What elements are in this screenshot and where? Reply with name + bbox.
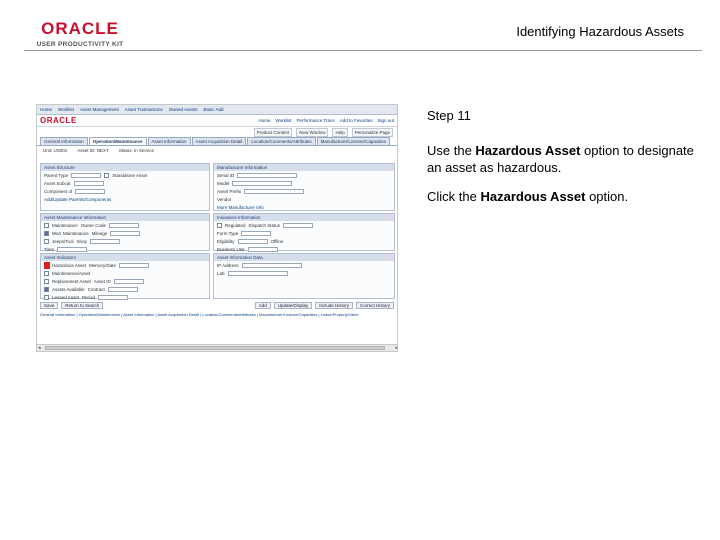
field-label: Contract [87, 286, 105, 292]
field-label: Regulated [225, 222, 246, 228]
button-bar [40, 301, 394, 310]
breadcrumb-item[interactable]: Worklist [58, 107, 74, 112]
checkbox[interactable] [44, 295, 49, 300]
checkbox[interactable] [44, 223, 49, 228]
tab-location[interactable]: Location/Comments/Attributes [247, 137, 315, 145]
horizontal-scrollbar[interactable] [37, 344, 398, 351]
asset-id-row [37, 146, 397, 155]
breadcrumb-item[interactable]: Home [40, 107, 53, 112]
asset-id-value: Asset ID: NEXT [77, 148, 109, 153]
field-label: Shop [76, 238, 88, 244]
tab-asset-acquisition[interactable]: Asset Acquisition Detail [192, 137, 247, 145]
field-label: Asset Prefix [217, 188, 242, 194]
action-text [427, 188, 697, 205]
status-value: Status: In Service [118, 148, 155, 153]
field-label: Model [217, 180, 230, 186]
field-row [214, 229, 394, 237]
field-row [41, 261, 209, 269]
field-label: Eligibility [217, 238, 235, 244]
field-label: Component of [44, 188, 73, 194]
field-label: Warr Maintenance [52, 230, 89, 236]
app-brand: ORACLE [40, 116, 77, 125]
tab-manufacturer[interactable]: Manufacturer/License/Capacities [317, 137, 391, 145]
field-label: Jeeps/Tool [52, 238, 74, 244]
hazardous-asset-highlight[interactable] [44, 262, 50, 269]
application-screenshot [36, 104, 398, 352]
update-display-button[interactable]: Update/Display [274, 302, 313, 309]
text-part: option to designate an asset as hazardous. [427, 143, 694, 175]
text-input[interactable] [74, 181, 104, 186]
text-part: Use the [427, 143, 476, 158]
field-row [41, 187, 209, 195]
page-links [37, 127, 397, 137]
text-input[interactable] [241, 231, 271, 236]
header-links [259, 118, 394, 123]
field-row [41, 229, 209, 237]
field-label: Maintenance [52, 222, 78, 228]
breadcrumb-item[interactable]: Owned Assets [168, 107, 198, 112]
group-asset-indicators [40, 253, 210, 299]
field-label: Assets Available [52, 286, 85, 292]
breadcrumb [37, 105, 397, 115]
field-row [214, 195, 394, 203]
text-input[interactable] [71, 173, 101, 178]
scroll-left-icon[interactable]: ◂ [38, 345, 41, 351]
text-input[interactable] [98, 295, 128, 300]
field-row [214, 245, 394, 253]
group-header: Asset Information Data [214, 254, 394, 261]
text-input[interactable] [232, 181, 292, 186]
field-label: Business Unit [217, 246, 245, 252]
tab-general-information[interactable]: General Information [40, 137, 88, 145]
group-header: Asset Maintenance Information [41, 214, 209, 221]
option-name: Hazardous Asset [475, 143, 581, 158]
field-row [41, 237, 209, 245]
group-header: Asset Structure [41, 164, 209, 171]
checkbox[interactable] [217, 223, 222, 228]
text-input[interactable] [119, 263, 149, 268]
field-label: Owner Code [80, 222, 107, 228]
text-input[interactable] [237, 173, 297, 178]
field-label: Offline [270, 238, 284, 244]
text-part: Click the [427, 189, 481, 204]
field-label: Dispatch Status [248, 222, 281, 228]
field-row [214, 237, 394, 245]
save-button[interactable]: Save [40, 302, 58, 309]
include-history-button[interactable]: Include History [315, 302, 353, 309]
checkbox[interactable] [44, 239, 49, 244]
field-label: Maintenance/Asset [52, 270, 91, 276]
field-row [41, 171, 209, 179]
instruction-text [427, 142, 697, 176]
field-label: Parent Type [44, 172, 69, 178]
text-input[interactable] [242, 263, 302, 268]
field-row [214, 269, 394, 277]
field-row [214, 187, 394, 195]
scroll-right-icon[interactable]: ▸ [395, 345, 398, 351]
field-label: Vendor [217, 196, 232, 202]
standalone-asset-checkbox[interactable] [104, 173, 109, 178]
scrollbar-thumb[interactable] [45, 346, 385, 350]
page-link[interactable]: Help [332, 128, 347, 137]
correct-history-button[interactable]: Correct History [356, 302, 394, 309]
header-divider [24, 50, 702, 51]
text-input[interactable] [283, 223, 313, 228]
manufacturer-link[interactable]: More Manufacturer Info [217, 204, 264, 210]
checkbox[interactable] [44, 231, 49, 236]
logo-word: ORACLE [41, 19, 119, 38]
header-link[interactable]: Sign out [377, 118, 394, 123]
group-header: Manufacturer Information [214, 164, 394, 171]
text-input[interactable] [90, 239, 120, 244]
page-link[interactable]: New Window [296, 128, 328, 137]
tab-asset-information[interactable]: Asset Information [148, 137, 191, 145]
return-to-search-button[interactable]: Return to Search [61, 302, 103, 309]
text-input[interactable] [114, 279, 144, 284]
checkbox[interactable] [44, 287, 49, 292]
step-number: Step 11 [427, 108, 471, 123]
parents-link[interactable]: Add/Update Parents/Components [44, 196, 112, 202]
group-header: Asset Indicators [41, 254, 209, 261]
field-label: Serial ID [217, 172, 235, 178]
field-row [41, 245, 209, 253]
document-title: Identifying Hazardous Assets [516, 24, 684, 39]
field-row [214, 171, 394, 179]
header-link[interactable]: Worklist [275, 118, 292, 123]
text-input[interactable] [248, 247, 278, 252]
text-input[interactable] [75, 189, 105, 194]
text-input[interactable] [238, 239, 268, 244]
tab-operation-maintenance[interactable]: Operation/Maintenance [89, 137, 147, 145]
field-row [214, 179, 394, 187]
field-label: Form Type [217, 230, 239, 236]
field-label: Asset Subcat [44, 180, 71, 186]
app-banner [37, 115, 397, 127]
text-input[interactable] [228, 271, 288, 276]
field-row [41, 285, 209, 293]
footer-page-links[interactable]: General Information | Operation/Maintenance | Asset Information | Asset Acquisition Detail | Location/Comments/Attributes | Manufacturer/License/Capacities | Lease/Property/Other [40, 312, 359, 317]
text-input[interactable] [57, 247, 87, 252]
page-tabs [37, 137, 397, 146]
breadcrumb-item[interactable]: Basic Add [203, 107, 224, 112]
field-row [41, 179, 209, 187]
field-row [41, 269, 209, 277]
unit-value: Unit: US001 [43, 148, 68, 153]
checkbox[interactable] [44, 279, 49, 284]
field-label: Hazardous Asset [52, 262, 87, 268]
logo-tagline: USER PRODUCTIVITY KIT [36, 41, 124, 48]
field-label: Period [82, 294, 96, 300]
field-label: Tires [44, 246, 54, 252]
instruction-panel [427, 107, 697, 217]
field-label: Lab [217, 270, 225, 276]
field-label: Memory/Date [89, 262, 117, 268]
option-name: Hazardous Asset [480, 189, 586, 204]
field-label: Asset ID [93, 278, 111, 284]
field-label: Replacement Asset [52, 278, 91, 284]
group-asset-information-data [213, 253, 395, 299]
add-button[interactable]: Add [255, 302, 271, 309]
group-asset-structure [40, 163, 210, 211]
header-link[interactable]: Add to Favorites [339, 118, 373, 123]
group-insurance [213, 213, 395, 251]
field-row [41, 221, 209, 229]
text-input[interactable] [110, 231, 140, 236]
breadcrumb-item[interactable]: Asset Transactions [124, 107, 163, 112]
header-link[interactable]: Home [258, 118, 271, 123]
text-input[interactable] [108, 287, 138, 292]
checkbox[interactable] [44, 271, 49, 276]
field-row [214, 261, 394, 269]
group-manufacturer [213, 163, 395, 211]
field-row [41, 277, 209, 285]
field-row [41, 293, 209, 301]
field-label: Standalone Asset [112, 172, 148, 178]
group-maintenance [40, 213, 210, 251]
field-label: Mileage [91, 230, 108, 236]
page-link[interactable]: Product Content [254, 128, 293, 137]
text-input[interactable] [244, 189, 304, 194]
text-input[interactable] [109, 223, 139, 228]
page-link[interactable]: Personalize Page [352, 128, 393, 137]
group-header: Insurance Information [214, 214, 394, 221]
oracle-upk-logo [34, 20, 126, 48]
field-label: Leased Asset [52, 294, 80, 300]
field-row [214, 221, 394, 229]
breadcrumb-item[interactable]: Asset Management [79, 107, 119, 112]
field-label: IP Address [217, 262, 239, 268]
header-link[interactable]: Performance Trace [296, 118, 335, 123]
text-part: option. [585, 189, 629, 204]
